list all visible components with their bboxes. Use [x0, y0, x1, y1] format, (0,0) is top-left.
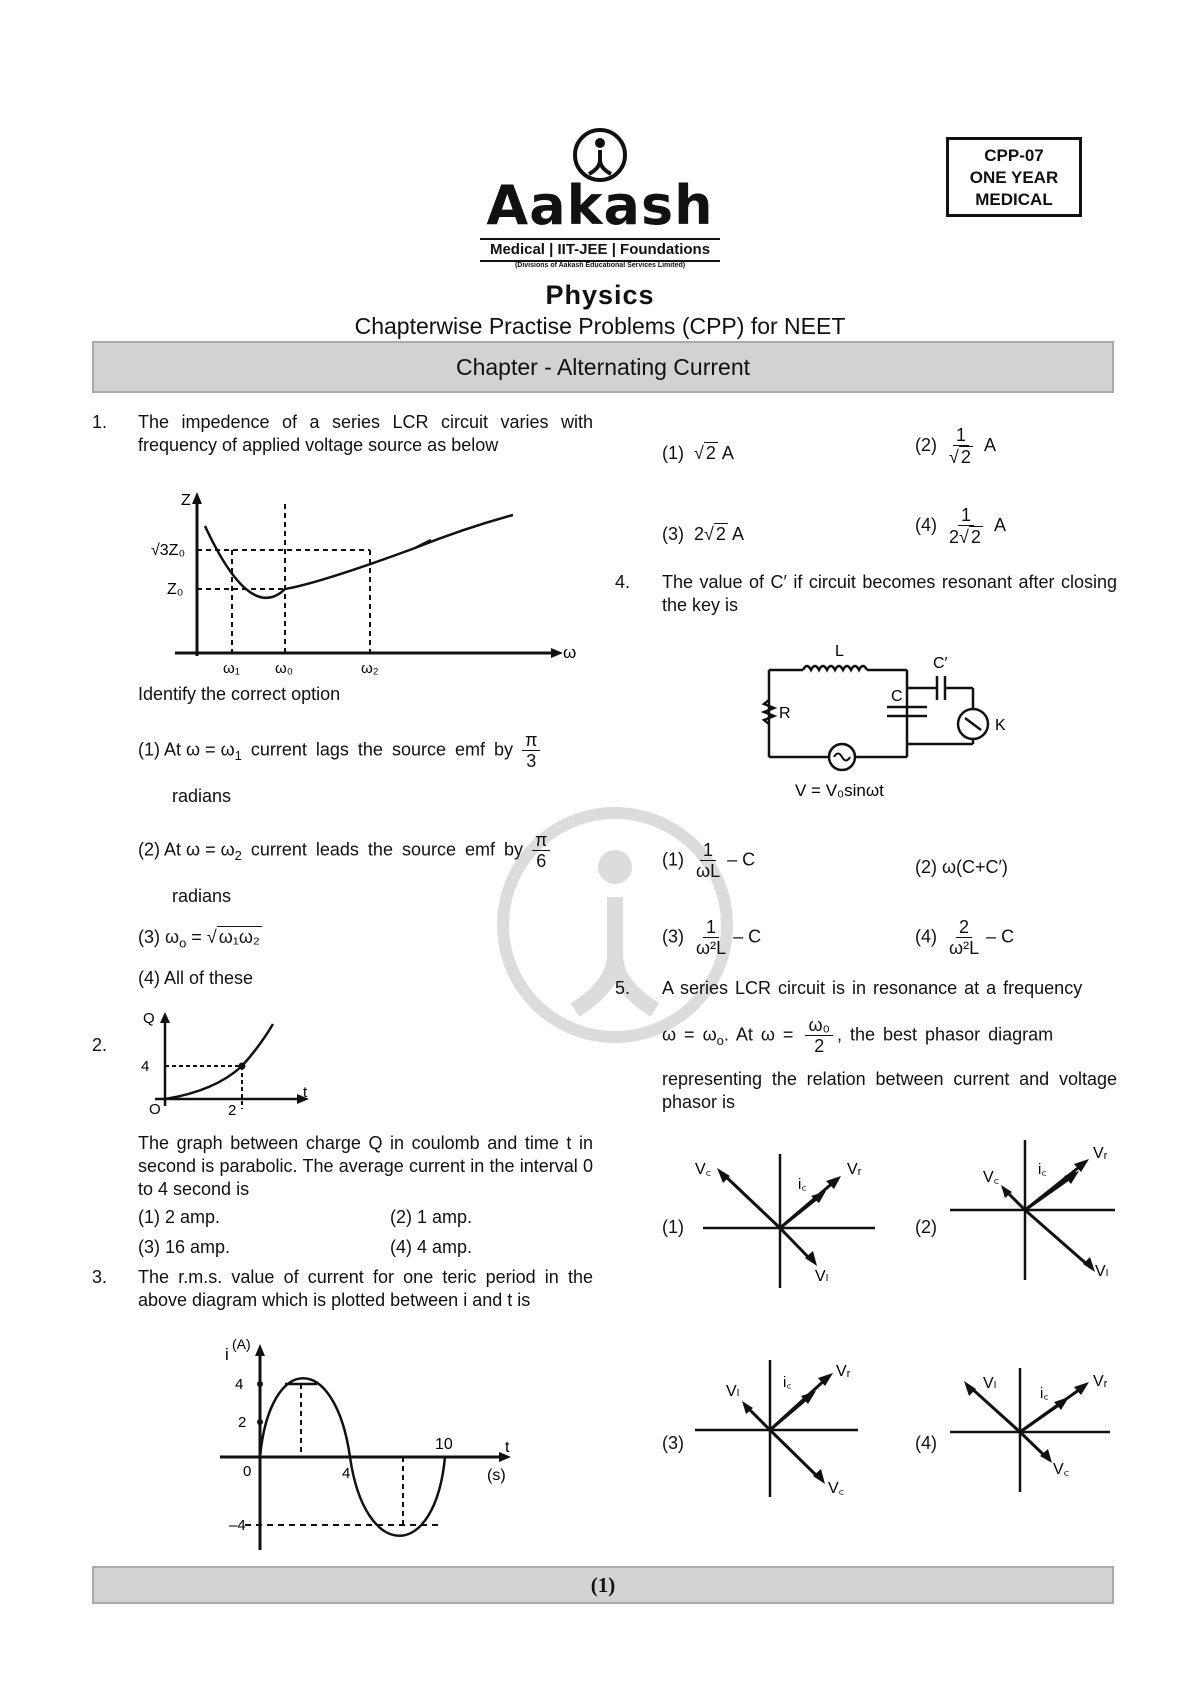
- q2-number: 2.: [92, 1035, 108, 1055]
- q4-option-4: (4) $\frac{2}{\text{ω²L}}$ – C: [915, 917, 1015, 958]
- q3-graph-y-unit: (A): [232, 1336, 251, 1352]
- q3-current-graph: [205, 1332, 525, 1557]
- q2-text: The graph between charge Q in coulomb and time t in second is parabolic. The average current in the interval 0 to 4 second is: [138, 1133, 593, 1199]
- brand-division: (Divisions of Aakash Educational Services Limited): [514, 262, 686, 269]
- q5-diagram-3-label: (3): [662, 1433, 684, 1453]
- q4-label-C: C: [891, 688, 903, 705]
- q2-graph-origin: O: [149, 1101, 161, 1116]
- q1-option-1-unit: radians: [172, 786, 232, 806]
- q5-line-2: $\omega = \omega_o$. At ω = $\frac{\text{ω₀}}{2}$ , the best phasor diagram: [662, 1015, 1054, 1056]
- q5-diagram-4-label: (4): [915, 1433, 937, 1453]
- q3-number: 3.: [92, 1267, 108, 1287]
- q5-phasor-diagram-3: [690, 1352, 870, 1502]
- q2-graph-y-label: Q: [143, 1010, 155, 1027]
- q3-graph-x-label: t: [505, 1439, 510, 1456]
- q1-graph-x-tick-2: ω₂: [361, 660, 379, 677]
- q3-option-1: (1) √ 2 A: [662, 443, 734, 463]
- q5-line-3: representing the relation between current and voltage phasor is: [662, 1069, 1117, 1112]
- q2-option-1: (1) 2 amp.: [138, 1207, 221, 1227]
- brand-tagline: Medical | IIT-JEE | Foundations: [480, 238, 720, 262]
- q5-diagram-1-label: (1): [662, 1217, 684, 1237]
- q5-d2-vr: Vᵣ: [1093, 1145, 1108, 1162]
- q5-line-1: A series LCR circuit is in resonance at a frequency: [662, 978, 1083, 998]
- q1-impedance-graph: [145, 488, 585, 678]
- q4-label-R: R: [779, 705, 791, 722]
- q5-number: 5.: [615, 978, 631, 998]
- q2-graph-x-tick: 2: [228, 1102, 237, 1116]
- q1-option-2-unit: radians: [172, 886, 232, 906]
- q3-graph-y-label: i: [225, 1345, 229, 1364]
- q5-d1-ic: i꜀: [798, 1176, 807, 1193]
- q5-diagram-2-label: (2): [915, 1217, 937, 1237]
- q4-label-L: L: [835, 643, 844, 660]
- q1-graph-y-label: Z: [181, 492, 191, 509]
- q5-d1-vc: V꜀: [695, 1161, 712, 1178]
- course-code-box: [946, 137, 1082, 217]
- q5-d4-vl: Vₗ: [983, 1375, 997, 1392]
- q3-graph-x-unit: (s): [487, 1467, 506, 1484]
- q1-option-1: (1) At $\omega = \omega_1$ current lags the source emf by $\frac{\pi}{3}$: [138, 730, 598, 771]
- q1-graph-y-tick-low: Z₀: [167, 581, 184, 598]
- footer-band: [92, 1566, 1114, 1604]
- q5-d2-vc: V꜀: [983, 1169, 1000, 1186]
- q1-number: 1.: [92, 412, 108, 432]
- q4-label-C-prime: C′: [933, 655, 948, 672]
- q4-label-K: K: [995, 717, 1006, 734]
- q2-option-4: (4) 4 amp.: [390, 1237, 473, 1257]
- q3-text: The r.m.s. value of current for one teric period in the above diagram which is plotted between i and t is: [138, 1267, 593, 1310]
- q1-graph-x-label: ω: [563, 643, 577, 662]
- q3-graph-y-tick-4: 4: [235, 1376, 244, 1393]
- q1-graph-x-tick-0: ω₀: [275, 660, 293, 677]
- q5-d4-vr: Vᵣ: [1093, 1373, 1108, 1390]
- q5-phasor-diagram-4: [945, 1362, 1125, 1502]
- subtitle: Chapterwise Practise Problems (CPP) for NEET: [354, 313, 846, 339]
- q4-source-label: V = V₀sinωt: [795, 781, 884, 800]
- course-duration: ONE YEAR: [969, 168, 1059, 187]
- q1-graph-y-tick-high: √3Z₀: [151, 542, 186, 559]
- q2-graph-x-label: t: [303, 1084, 308, 1101]
- q1-option-3: (3) $\omega_o$ = √ ω₁ω₂: [138, 927, 260, 951]
- q5-d3-vc: V꜀: [828, 1480, 845, 1497]
- q5-d4-ic: i꜀: [1040, 1385, 1049, 1402]
- q1-prompt: Identify the correct option: [138, 684, 341, 704]
- q5-d3-ic: i꜀: [783, 1374, 792, 1391]
- q4-option-1: (1) $\frac{1}{\omega L}$ – C: [662, 840, 756, 881]
- q5-d2-ic: i꜀: [1038, 1161, 1047, 1178]
- q3-option-3: (3) 2√ 2 A: [662, 524, 744, 544]
- chapter-title: Chapter - Alternating Current: [455, 354, 751, 380]
- q4-number: 4.: [615, 572, 631, 592]
- brand-name: Aakash: [486, 174, 714, 237]
- q3-option-2: (2) $\frac{1}{√ 2}$ A: [915, 425, 996, 467]
- q4-circuit: [755, 640, 1045, 805]
- subject-title: Physics: [545, 280, 655, 310]
- q5-phasor-diagram-1: [695, 1140, 885, 1290]
- q3-graph-y-tick-neg4: –4: [229, 1517, 246, 1534]
- q5-d1-vl: Vₗ: [815, 1268, 829, 1285]
- q2-option-3: (3) 16 amp.: [138, 1237, 231, 1257]
- q5-d3-vr: Vᵣ: [836, 1363, 851, 1380]
- q4-text: The value of C′ if circuit becomes resonant after closing the key is: [662, 572, 1117, 615]
- q3-option-4: (4) $\frac{1}{2√ 2}$ A: [915, 505, 1006, 547]
- q1-text: The impedence of a series LCR circuit varies with frequency of applied voltage source as below: [138, 412, 593, 455]
- q4-option-3: (3) $\frac{1}{\text{ω²L}}$ – C: [662, 917, 762, 958]
- q5-d4-vc: V꜀: [1053, 1461, 1070, 1478]
- q3-graph-y-tick-2: 2: [238, 1414, 247, 1431]
- course-code: CPP-07: [984, 146, 1044, 165]
- q3-graph-y-tick-0: 0: [243, 1463, 252, 1480]
- q2-option-2: (2) 1 amp.: [390, 1207, 473, 1227]
- q2-charge-graph: [135, 1006, 315, 1116]
- q5-d3-vl: Vₗ: [726, 1383, 740, 1400]
- q5-phasor-diagram-2: [945, 1130, 1125, 1285]
- page-number: (1): [590, 1573, 616, 1597]
- q4-option-2: (2) ω(C+C′): [915, 857, 1008, 877]
- q1-option-4: (4) All of these: [138, 968, 254, 988]
- q3-graph-x-tick-4: 4: [342, 1465, 351, 1482]
- chapter-band: [92, 341, 1114, 393]
- q3-graph-x-tick-10: 10: [435, 1436, 453, 1453]
- q1-option-2: (2) At $\omega = \omega_2$ current leads the source emf by $\frac{\pi}{6}$: [138, 830, 598, 871]
- q2-graph-y-tick: 4: [141, 1058, 150, 1075]
- q5-d1-vr: Vᵣ: [847, 1161, 862, 1178]
- course-stream: MEDICAL: [975, 190, 1053, 209]
- q1-graph-x-tick-1: ω₁: [223, 660, 240, 677]
- q5-d2-vl: Vₗ: [1095, 1263, 1109, 1280]
